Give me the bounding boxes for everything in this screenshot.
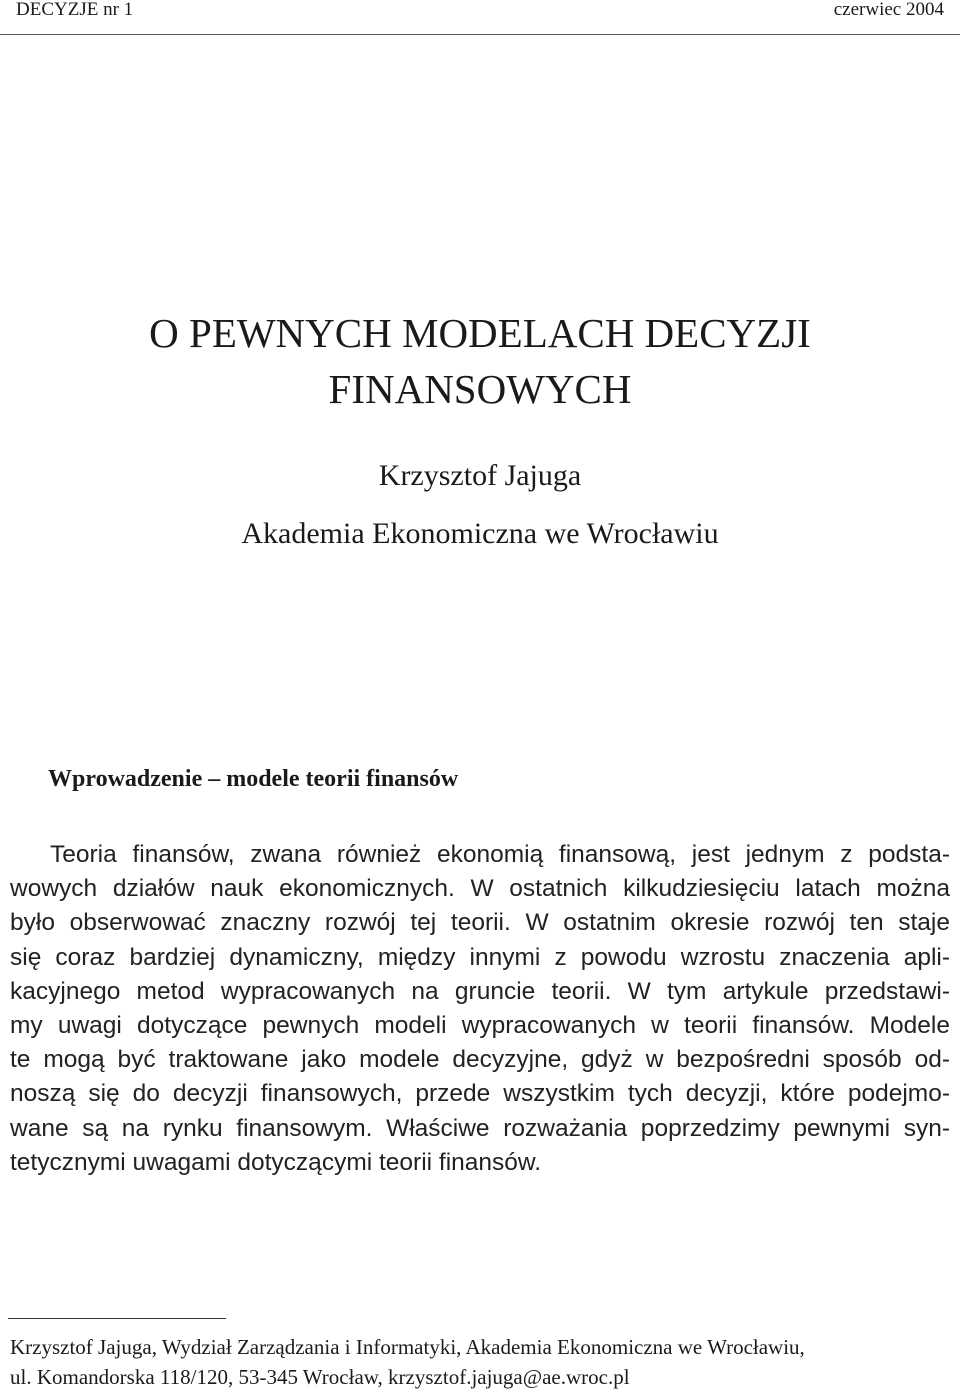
author-footnote bbox=[10, 1332, 950, 1392]
author-name: Krzysztof Jajuga bbox=[378, 459, 582, 492]
paragraph-line: tetycznymi uwagami dotyczącymi teorii finansów. bbox=[10, 1148, 542, 1176]
paragraph-line: się coraz bardziej dynamiczny, między innymi z powodu wzrostu znaczenia apli- bbox=[10, 943, 950, 971]
footnote-line-2: ul. Komandorska 118/120, 53-345 Wrocław, krzysztof.jajuga@ae.wroc.pl bbox=[10, 1365, 630, 1389]
paragraph-line: noszą się do decyzji finansowych, przede wszystkim tych decyzji, które podejmo- bbox=[10, 1080, 950, 1108]
paragraph-line: my uwagi dotyczące pewnych modeli wypracowanych w teorii finansów. Modele bbox=[10, 1012, 950, 1040]
article-title-line-1: O PEWNYCH MODELACH DECYZJI bbox=[149, 310, 811, 356]
running-header bbox=[0, 0, 960, 35]
footnote-divider bbox=[8, 1318, 226, 1319]
paragraph-line: kacyjnego metod wypracowanych na gruncie teorii. W tym artykule przedstawi- bbox=[10, 977, 950, 1005]
article-title-line-2: FINANSOWYCH bbox=[328, 366, 632, 412]
author-affiliation: Akademia Ekonomiczna we Wrocławiu bbox=[241, 517, 719, 550]
section-heading: Wprowadzenie – modele teorii finansów bbox=[48, 766, 459, 792]
paragraph-line: wowych działów nauk ekonomicznych. W ostatnich kilkudziesięciu latach można bbox=[10, 875, 950, 903]
paragraph-line: te mogą być traktowane jako modele decyzyjne, gdyż w bezpośredni sposób od- bbox=[10, 1046, 950, 1074]
introduction-paragraph bbox=[10, 838, 950, 1180]
paragraph-line: wane są na rynku finansowym. Właściwe rozważania poprzedzimy pewnymi syn- bbox=[10, 1114, 950, 1142]
issue-date-label: czerwiec 2004 bbox=[833, 0, 944, 20]
paragraph-line: było obserwować znaczny rozwój tej teorii. W ostatnim okresie rozwój ten staje bbox=[10, 909, 950, 937]
journal-issue-label: DECYZJE nr 1 bbox=[16, 0, 134, 20]
paragraph-line: Teoria finansów, zwana również ekonomią finansową, jest jednym z podsta- bbox=[50, 841, 950, 868]
article-title bbox=[0, 305, 960, 417]
footnote-line-1: Krzysztof Jajuga, Wydział Zarządzania i Informatyki, Akademia Ekonomiczna we Wrocławiu, bbox=[10, 1335, 805, 1359]
